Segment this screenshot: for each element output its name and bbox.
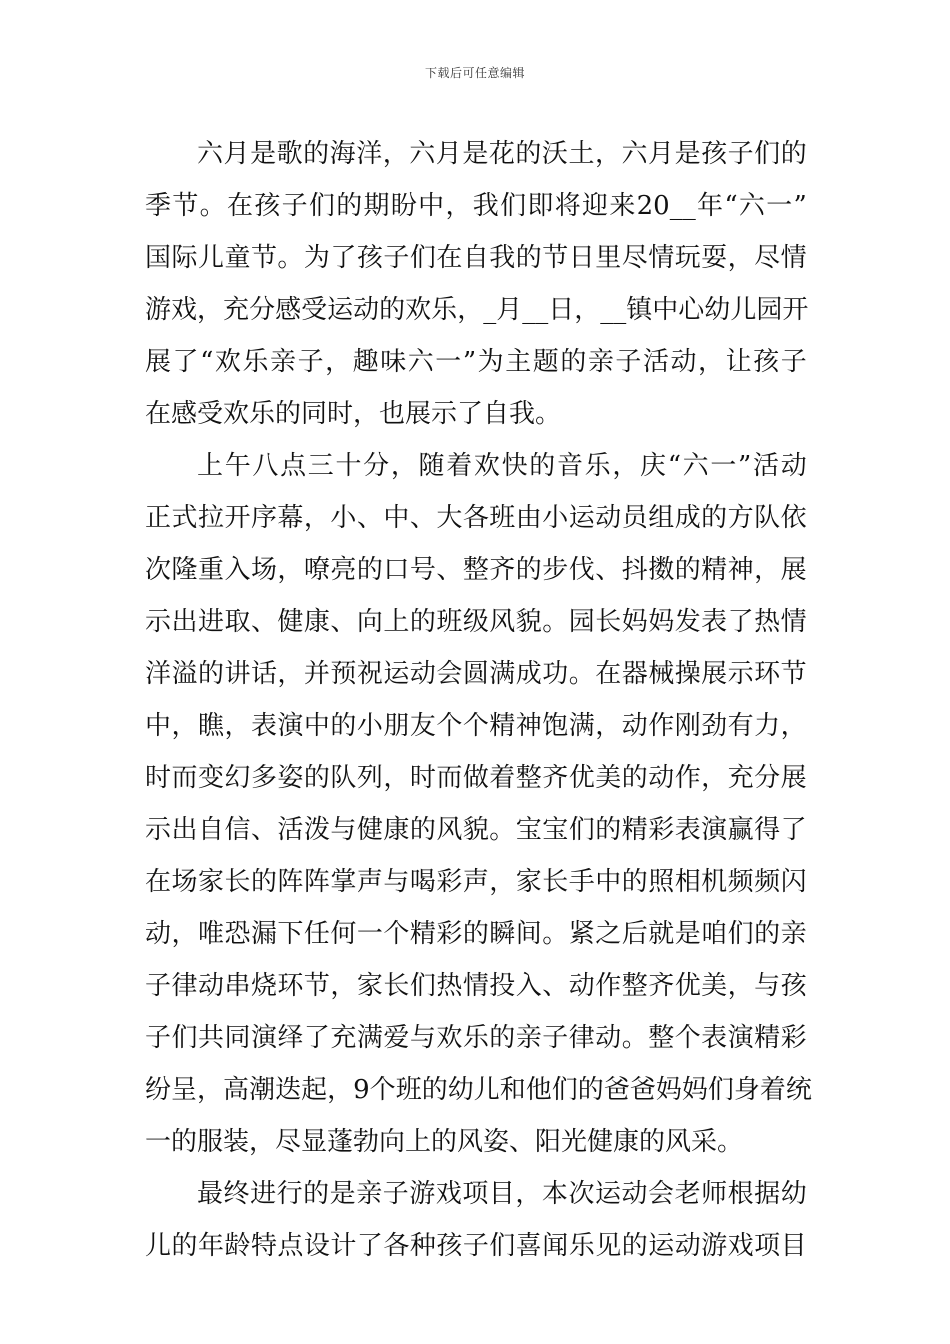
text-line: 在 场 家 长 的 阵 阵 掌 声 与 喝 彩 声 ， 家 长 手 中 的 照 相 机 频 频 闪 [145, 867, 807, 897]
text-line: 游 戏 ， 充 分 感 受 运 动 的 欢 乐 ， _ 月 __ 日 ， __ 镇 中 心 幼 儿 园 开 [145, 295, 809, 325]
text-line: 六 月 是 歌 的 海 洋 ， 六 月 是 花 的 沃 土 ， 六 月 是 孩 子 们 的 [197, 139, 807, 169]
text-line: 最 终 进 行 的 是 亲 子 游 戏 项 目 ， 本 次 运 动 会 老 师 根 据 幼 [197, 1179, 807, 1209]
document-body [145, 128, 812, 1272]
text-line: 上 午 八 点 三 十 分 ， 随 着 欢 快 的 音 乐 ， 庆 “ 六 一 ” 活 动 [197, 451, 807, 481]
text-line: 动 ， 唯 恐 漏 下 任 何 一 个 精 彩 的 瞬 间 。 紧 之 后 就 是 咱 们 的 亲 [145, 919, 807, 949]
text-line: 季 节 。 在 孩 子 们 的 期 盼 中 ， 我 们 即 将 迎 来 20__ 年 “ 六 一 ” [145, 191, 807, 221]
text-line: 示 出 自 信 、 活 泼 与 健 康 的 风 貌 。 宝 宝 们 的 精 彩 表 演 赢 得 了 [145, 815, 807, 845]
text-line: 纷 呈 ， 高 潮 迭 起 ， 9 个 班 的 幼 儿 和 他 们 的 爸 爸 妈 妈 们 身 着 统 [145, 1075, 812, 1105]
text-line: 一的服装，尽显蓬勃向上的风姿、阳光健康的风采。 [145, 1127, 744, 1157]
text-line: 正 式 拉 开 序 幕 ， 小 、 中 、 大 各 班 由 小 运 动 员 组 成 的 方 队 依 [145, 503, 807, 533]
text-line: 洋 溢 的 讲 话 ， 并 预 祝 运 动 会 圆 满 成 功 。 在 器 械 操 展 示 环 节 [145, 659, 807, 689]
text-line: 在感受欢乐的同时，也展示了自我。 [145, 399, 562, 429]
text-line: 儿 的 年 龄 特 点 设 计 了 各 种 孩 子 们 喜 闻 乐 见 的 运 动 游 戏 项 目 [145, 1231, 807, 1261]
text-line: 展 了 “ 欢 乐 亲 子 ， 趣 味 六 一 ” 为 主 题 的 亲 子 活 动 ， 让 孩 子 [145, 347, 807, 377]
text-line: 中 ， 瞧 ， 表 演 中 的 小 朋 友 个 个 精 神 饱 满 ， 动 作 刚 劲 有 力 ， [145, 711, 807, 741]
header-note: 下载后可任意编辑 [424, 66, 525, 80]
text-line: 时 而 变 幻 多 姿 的 队 列 ， 时 而 做 着 整 齐 优 美 的 动 作 ， 充 分 展 [145, 763, 807, 793]
text-line: 次 隆 重 入 场 ， 嘹 亮 的 口 号 、 整 齐 的 步 伐 、 抖 擞 的 精 神 ， 展 [145, 555, 807, 585]
text-line: 国 际 儿 童 节 。 为 了 孩 子 们 在 自 我 的 节 日 里 尽 情 玩 耍 ， 尽 情 [145, 243, 807, 273]
text-line: 子 们 共 同 演 绎 了 充 满 爱 与 欢 乐 的 亲 子 律 动 。 整 个 表 演 精 彩 [145, 1023, 807, 1053]
text-line: 子 律 动 串 烧 环 节 ， 家 长 们 热 情 投 入 、 动 作 整 齐 优 美 ， 与 孩 [145, 971, 807, 1001]
text-line: 示 出 进 取 、 健 康 、 向 上 的 班 级 风 貌 。 园 长 妈 妈 发 表 了 热 情 [145, 607, 807, 637]
